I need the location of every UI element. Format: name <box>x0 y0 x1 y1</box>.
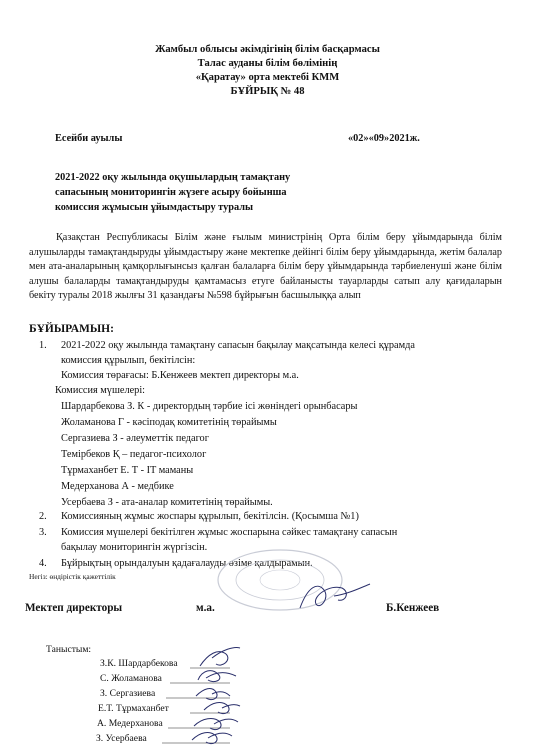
item-4: Бұйрықтың орындалуын қадағалауды өзіме қалдырамын. <box>61 558 313 569</box>
order-date: «02»«09»2021ж. <box>348 133 420 144</box>
subject-line-1: 2021-2022 оқу жылында оқушылардың тамақтану <box>55 172 291 183</box>
signature-position: Мектеп директоры <box>25 602 123 614</box>
commission-chair: Комиссия төрағасы: Б.Кенжеев мектеп директоры м.а. <box>61 370 299 381</box>
header-authority: Жамбыл облысы әкімдігінің білім басқармасы <box>155 44 380 55</box>
subject-line-2: сапасының мониторингін жүзеге асыру бойынша <box>55 187 287 198</box>
signature-name: Б.Кенжеев <box>386 602 440 614</box>
header-school: «Қаратау» орта мектебі КММ <box>195 72 340 83</box>
item-1-number: 1. <box>39 340 47 351</box>
order-word: БҰЙЫРАМЫН: <box>29 323 114 335</box>
member-1: Шардарбекова З. К - директордың тәрбие ісі жөніндегі орынбасары <box>61 401 358 412</box>
member-6: Медерханова А - медбике <box>61 481 174 492</box>
header-department: Талас ауданы білім бөлімінің <box>197 58 338 69</box>
member-7: Усербаева З - ата-аналар комитетінің төрайымы. <box>61 497 273 508</box>
acquainted-1: З.К. Шардарбекова <box>100 658 178 669</box>
acquainted-2: С. Жоламанова <box>100 673 162 684</box>
member-2: Жоламанова Г - кәсіподақ комитетінің төрайымы <box>61 417 277 428</box>
place: Есейби ауылы <box>55 133 123 144</box>
item-3-number: 3. <box>39 527 47 538</box>
item-1-line-2: комиссия құрылып, бекітілсін: <box>61 355 196 366</box>
acquainted-3: З. Сергазиева <box>100 688 156 699</box>
item-3-line-2: бақылау мониторингін жүргізсін. <box>61 542 208 553</box>
members-label: Комиссия мүшелері: <box>55 385 146 396</box>
signature-acting: м.а. <box>196 602 215 614</box>
member-5: Тұрмаханбет Е. Т - IT маманы <box>61 465 194 476</box>
item-2: Комиссияның жұмыс жоспары құрылып, бекітілсін. (Қосымша №1) <box>61 511 359 522</box>
acquainted-6: З. Усербаева <box>96 733 147 744</box>
acquainted-signatures <box>178 618 248 748</box>
preamble-paragraph: Қазақстан Республикасы Білім және ғылым министрінің Орта білім беру ұйымдарында білім алушыларды тамақтандыруды ұйымдастыру және мектепке дейінгі білім беру ұйымдарында, жетім балалар мен ата-аналарының қамқорлығынсыз қалған балаларға білім беру ұйымдарында тәрбиеленуші және білім алушы балаларды тамақтандыруды қамтамасыз етуге байланысты тауарларды сатып алу қағидаларын бекіту туралы 2018 жылғы 31 қазандағы №598 бұйрығын басшылыққа алып <box>29 232 502 301</box>
order-title: БҰЙРЫҚ № 48 <box>230 86 305 97</box>
basis-note: Негіз: өндірістік қажеттілік <box>29 572 116 581</box>
director-signature <box>290 578 375 618</box>
item-2-number: 2. <box>39 511 47 522</box>
member-3: Сергазиева З - әлеуметтік педагог <box>61 433 209 444</box>
member-4: Темірбеков Қ – педагог-психолог <box>61 449 207 460</box>
item-4-number: 4. <box>39 558 47 569</box>
item-1-line-1: 2021-2022 оқу жылында тамақтану сапасын бақылау мақсатында келесі құрамда <box>61 340 415 351</box>
acquainted-4: Е.Т. Тұрмаханбет <box>98 703 169 714</box>
acquainted-5: А. Медерханова <box>97 718 163 729</box>
subject-line-3: комиссия жұмысын ұйымдастыру туралы <box>55 202 254 213</box>
item-3-line-1: Комиссия мүшелері бекітілген жұмыс жоспарына сәйкес тамақтану сапасын <box>61 527 398 538</box>
acquainted-label: Таныстым: <box>46 644 92 655</box>
